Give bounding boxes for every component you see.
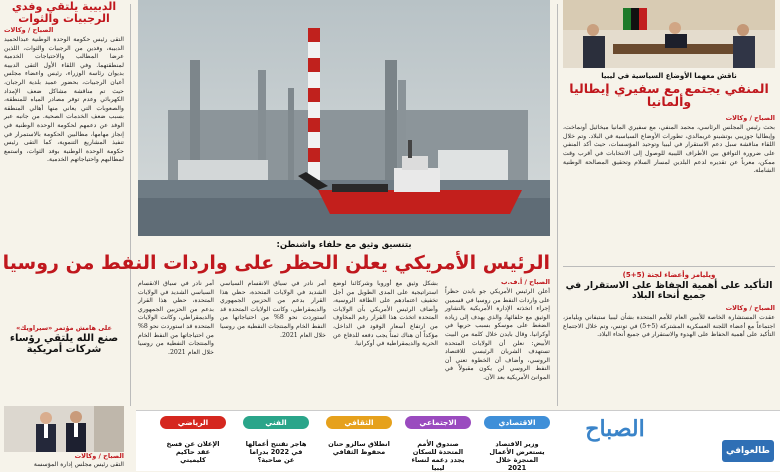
center-byline: الصباح / أ.ف.ب: [500, 278, 550, 286]
right-column: [563, 72, 775, 378]
right-story-text: بحث رئيس المجلس الرئاسي، محمد المنفي، مع سفيري المانيا ميخائيل أونماخت، وإيطاليا جوزيبي بوتشينو غريمالدي، تطورات الأوضاع السياسية في البلاد. وتم خلال اللقاء مناقشة سبل دعم الاستقرار في ليبيا وتوحيد المؤسسات، حيث أكد المنفي على ضرورة التوافق بين الأطراف الليبية للوصول إلى الانتخابات في أقرب وقت ممكن، معرباً عن تقديره لدعم البلدين لمسار السلام وتحقيق المصالحة الوطنية الشاملة.: [563, 124, 775, 175]
strip-item-sports[interactable]: الإعلان عن فسخ عقد حاكيم كليميتي: [166, 440, 220, 464]
center-col-3: أمر نادر في سياق الانقسام السياسي الشديد في الولايات المتحدة، حظي هذا القرار بدعم من الحزبين الجمهوري والديمقراطي، وكانت الولايات المتحدة قد استوردت نحو 8% من احتياجاتها من النفط الخام والمنتجات النفطية من روسيا خلال العام 2021.: [220, 280, 326, 339]
left-sub-headline[interactable]: صنع الله يلتقي رؤساء شركات أمريكية: [9, 333, 119, 355]
right-story-2: عقدت المستشارة الخاصة للأمين العام للأمم المتحدة بشأن ليبيا ستيفاني ويليامز، اجتماعاً مع أعضاء اللجنة العسكرية المشتركة (5+5) في تونس، وتم خلال الاجتماع التأكيد على أهمية الحفاظ على الهدوء والاستقرار في جميع أنحاء البلاد.: [563, 314, 775, 339]
left-story-text: التقى رئيس حكومة الوحدة الوطنية عبدالحميد الدبيبة، وفدين من الرجبيات والثوات، اللذين عرضا المطالب والاحتياجات الخدمية لمنطقتهما. وفي اللقاء الأول التقى الدبيبة بديوان رئاسة الوزراء، رئيس واعضاء مجلس أعيان الرجبيات، بحضور عميد بلدية الرجبان، حيث تم مناقشة مشاكل ضعف الإمداد الكهربائي وعدم توفر مصادر المياه للمنطقة، والصعوبات التي يعاني منها أهالي المنطقة بسبب ضعف الخدمات الصحية. من جانبه عبر الوفد عن دعمهم لحكومة الوحدة الوطنية في إنجاز مهامها، مطالبين الحكومة بالاستمرار في تنفيذ المشاريع التنموية، كما التقى رئيس حكومة الوحدة الوطنية بوفد الثوات، واستمع لمطالبهم واحتياجاتهم الخدمية.: [4, 36, 124, 164]
logo-sub-tab[interactable]: طالعوافي: [722, 440, 774, 462]
two-officials-image: [4, 406, 124, 452]
right-top-kicker: ناقش معهما الأوضاع السياسية في ليبيا: [601, 72, 737, 80]
divider-right: [557, 4, 558, 406]
center-kicker: بتنسيق وثيق مع حلفاء واشنطن:: [276, 240, 412, 250]
category-sports[interactable]: الرياضي: [160, 416, 226, 429]
meeting-photo-right: [563, 0, 775, 68]
right-divider: [563, 266, 775, 267]
right-byline: الصباح / وكالات: [725, 114, 775, 123]
official-meeting-image: [563, 0, 775, 68]
strip-item-art[interactable]: هاجر تفتتح أعمالها في 2022 بدراما عن صاحبة؟: [245, 440, 307, 464]
oil-refinery-image: [138, 0, 550, 236]
logo-block: [560, 412, 670, 470]
center-col-1: أعلن الرئيس الأمريكي جو بايدن حظراً على واردات النفط من روسيا في قسمين إجراء اتخذته الإدارة الأمريكية بالتشاور الوثيق مع حلفائها، والذي يهدف إلى زيادة الضغط على موسكو بسبب حربها في أوكرانيا. وقال بايدن خلال كلمة من البيت الأبيض: نعلن أن الولايات المتحدة تستهدف الشريان الرئيسي للاقتصاد الروسي، وأضاف أن الخطوة تعني أن النفط الروسي لن يكون مقبولاً في الموانئ الأمريكية بعد الآن.: [445, 288, 550, 381]
category-social[interactable]: الاجتماعي: [405, 416, 471, 429]
left-story-2: التقى رئيس مجلس إدارة المؤسسة: [33, 461, 124, 468]
left-byline: الصباح / وكالات: [4, 26, 54, 35]
strip-item-social[interactable]: صندوق الأمم المتحدة للسكان يجدد دعمه لنساء ليبيا: [411, 440, 465, 472]
right-sub-kicker: ويليامز وأعضاء لجنة (5+5): [622, 271, 716, 280]
logo-mark[interactable]: الصباح: [585, 416, 645, 442]
center-col-4: أمر نادر في سياق الانقسام السياسي الشديد في الولايات المتحدة، حظي هذا القرار بدعم من الحزبين الجمهوري والديمقراطي، وكانت الولايات المتحدة قد استوردت نحو 8% من احتياجاتها من النفط الخام والمنتجات النفطية من روسيا خلال العام 2021.: [138, 280, 214, 356]
left-sub-kicker: على هامش مؤتمر «سيراويك»: [16, 324, 112, 333]
center-col-2: بشكل وثيق مع أوروبا وشركائنا لوضع استراتيجية على المدى الطويل من أجل تخفيف اعتمادهم على الطاقة الروسية، وأضاف الرئيس الأمريكي بأن الولايات المتحدة اتخذت هذا القرار رغم المخاوف من ارتفاع أسعار الوقود في الداخل، مؤكداً أن هناك ثمناً يجب دفعه للدفاع عن الحرية والديمقراطية في أوكرانيا.: [333, 280, 438, 348]
left-byline-2: الصباح / وكالات: [74, 452, 124, 460]
strip-item-cultural[interactable]: انطلاق سالزو حنان محفوظ الثقافي: [328, 440, 390, 456]
divider-left: [130, 4, 131, 406]
refinery-photo: [138, 0, 550, 236]
right-sub-headline[interactable]: التأكيد على أهمية الحفاظ على الاستقرار في جميع أنحاء البلاد: [565, 280, 773, 302]
left-column: [4, 0, 124, 410]
right-byline-2: الصباح / وكالات: [725, 304, 775, 312]
category-economic[interactable]: الاقتصادي: [484, 416, 550, 429]
left-top-headline[interactable]: الدبيبة يلتقي وفدي الرجبيات والثوات: [11, 0, 117, 25]
center-headline[interactable]: الرئيس الأمريكي يعلن الحظر على واردات النفط من روسيا: [2, 252, 550, 274]
strip-item-economic[interactable]: وزير الاقتصاد يستعرض الأعمال المنجزة خلال 2021: [489, 440, 545, 472]
meeting-photo-left: [4, 406, 124, 452]
right-top-headline[interactable]: المنفي يجتمع مع سفيري إيطاليا وألمانيا: [569, 81, 769, 110]
category-art[interactable]: الفني: [243, 416, 309, 429]
category-cultural[interactable]: الثقافي: [326, 416, 392, 429]
